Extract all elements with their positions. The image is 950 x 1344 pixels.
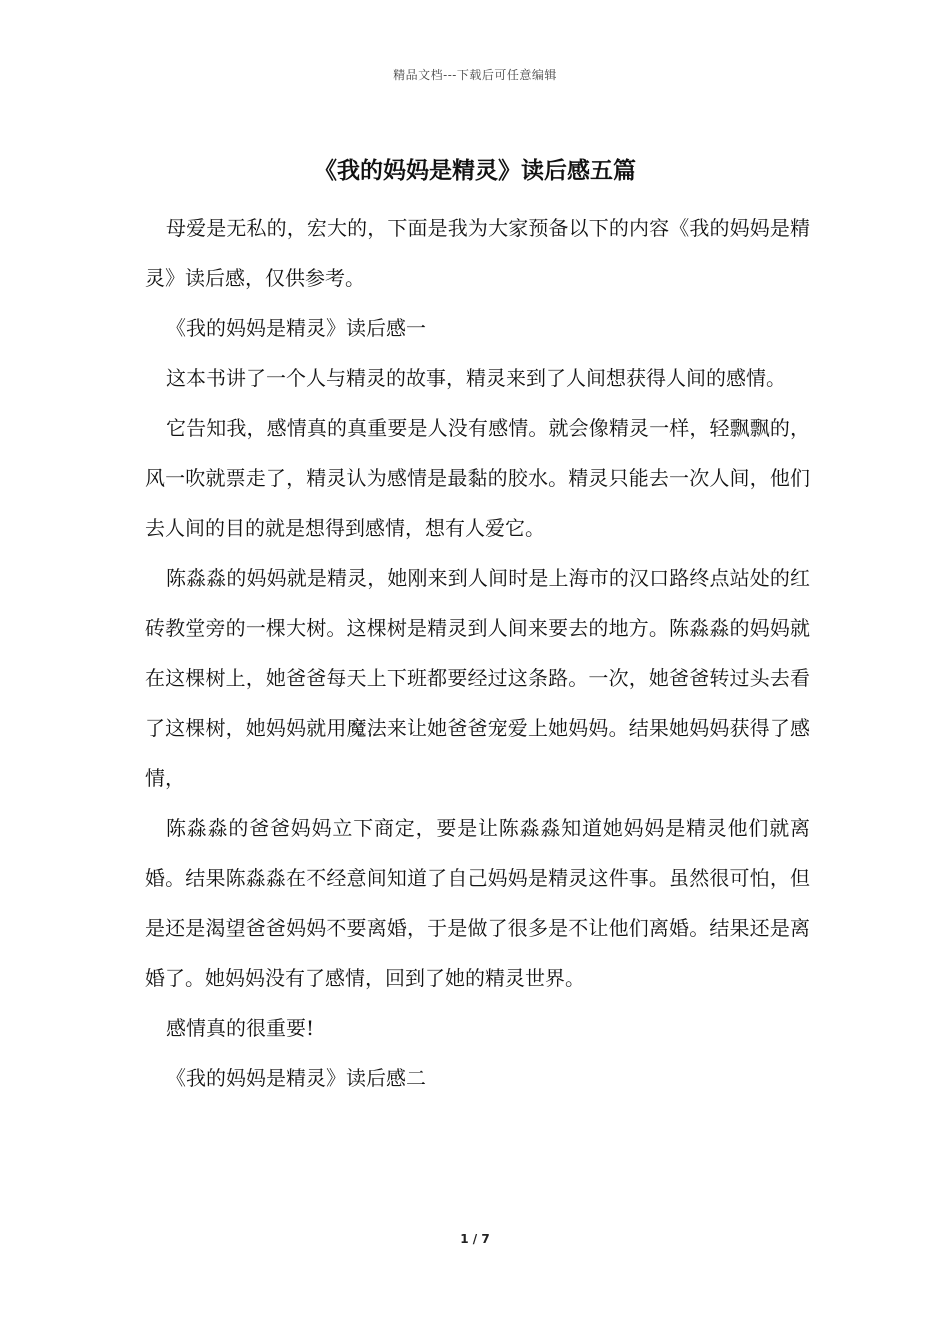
paragraph: 陈淼淼的妈妈就是精灵，她刚来到人间时是上海市的汉口路终点站处的红砖教堂旁的一棵大树。这棵树是精灵到人间来要去的地方。陈淼淼的妈妈就在这棵树上，她爸爸每天上下班都要经过这条路。一次，她爸爸转过头去看了这棵树，她妈妈就用魔法来让她爸爸宠爱上她妈妈。结果她妈妈获得了感情，: [145, 566, 810, 790]
paragraph: 陈淼淼的爸爸妈妈立下商定，要是让陈淼淼知道她妈妈是精灵他们就离婚。结果陈淼淼在不经意间知道了自己妈妈是精灵这件事。虽然很可怕，但是还是渴望爸爸妈妈不要离婚，于是做了很多是不让他们离婚。结果还是离婚了。她妈妈没有了感情，回到了她的精灵世界。: [145, 816, 810, 990]
section-heading-2: 《我的妈妈是精灵》读后感二: [166, 1066, 426, 1090]
paragraph: 这本书讲了一个人与精灵的故事，精灵来到了人间想获得人间的感情。: [166, 366, 786, 390]
page-number: 1 / 7: [460, 1232, 490, 1246]
section-heading-1: 《我的妈妈是精灵》读后感一: [166, 316, 426, 340]
document-title: 《我的妈妈是精灵》读后感五篇: [314, 158, 636, 184]
document-body: [145, 203, 810, 1103]
page-header: 精品文档---下载后可任意编辑: [393, 68, 557, 82]
paragraph: 感情真的很重要!: [166, 1016, 315, 1040]
paragraph: 它告知我，感情真的真重要是人没有感情。就会像精灵一样，轻飘飘的，风一吹就票走了，精灵认为感情是最黏的胶水。精灵只能去一次人间，他们去人间的目的就是想得到感情，想有人爱它。: [145, 416, 810, 540]
paragraph-intro: 母爱是无私的，宏大的，下面是我为大家预备以下的内容《我的妈妈是精灵》读后感，仅供参考。: [145, 216, 810, 290]
